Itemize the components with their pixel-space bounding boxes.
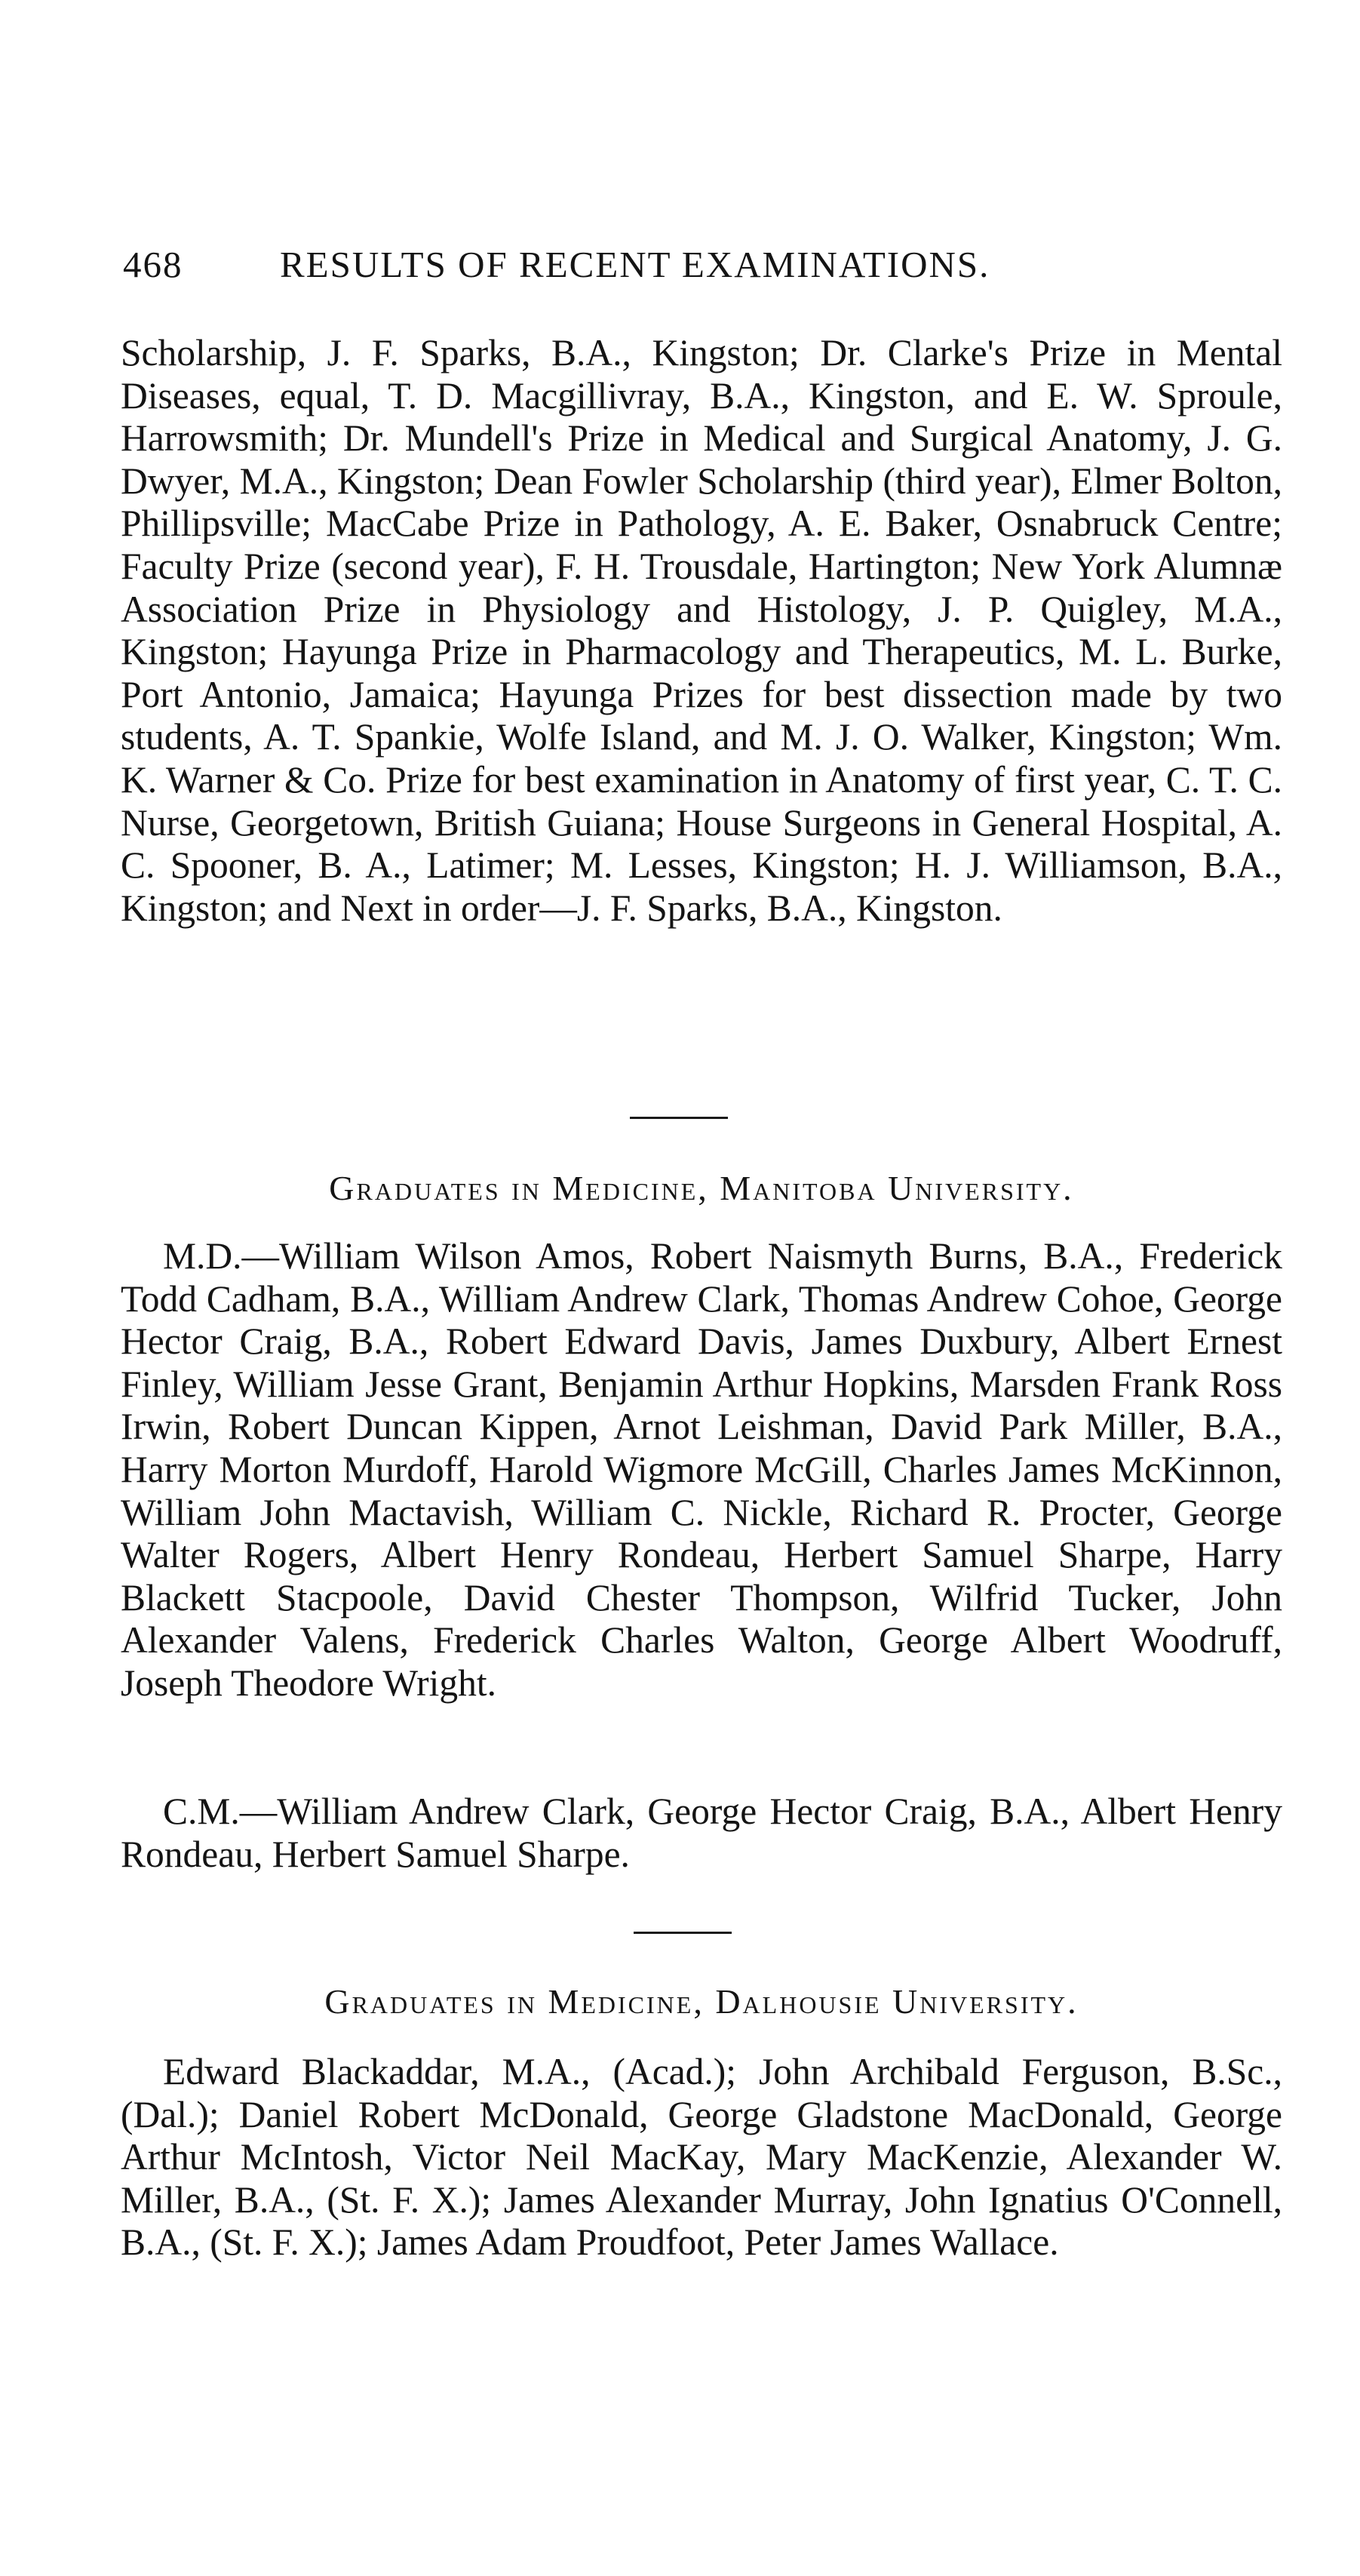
manitoba-cm-paragraph: C.M.—William Andrew Clark, George Hector Craig, B.A., Albert Henry Rondeau, Herbert Samuel Sharpe. <box>121 1791 1282 1875</box>
running-title: RESULTS OF RECENT EXAMINATIONS. <box>280 244 990 285</box>
prizes-paragraph: Scholarship, J. F. Sparks, B.A., Kingston; Dr. Clarke's Prize in Mental Diseases, equal, T. D. Macgillivray, B.A., Kingston, and E. W. Sproule, Harrowsmith; Dr. Mundell's Prize in Medical and Surgical Anatomy, J. G. Dwyer, M.A., Kingston; Dean Fowler Scholarship (third year), Elmer Bolton, Phillipsville; MacCabe Prize in Pathology, A. E. Baker, Osnabruck Centre; Faculty Prize (second year), F. H. Trousdale, Hartington; New York Alumnæ Association Prize in Physiology and Histology, J. P. Quigley, M.A., Kingston; Hayunga Prize in Pharmacology and Therapeutics, M. L. Burke, Port Antonio, Jamaica; Hayunga Prizes for best dissection made by two students, A. T. Spankie, Wolfe Island, and M. J. O. Walker, Kingston; Wm. K. Warner & Co. Prize for best examination in Anatomy of first year, C. T. C. Nurse, Georgetown, British Guiana; House Surgeons in General Hospital, A. C. Spooner, B. A., Latimer; M. Lesses, Kingston; H. J. Williamson, B.A., Kingston; and Next in order—J. F. Sparks, B.A., Kingston. <box>121 332 1282 929</box>
manitoba-heading: Graduates in Medicine, Manitoba University. <box>329 1169 1074 1207</box>
manitoba-md-paragraph: M.D.—William Wilson Amos, Robert Naismyth Burns, B.A., Frederick Todd Cadham, B.A., William Andrew Clark, Thomas Andrew Cohoe, George Hector Craig, B.A., Robert Edward Davis, James Duxbury, Albert Ernest Finley, William Jesse Grant, Benjamin Arthur Hopkins, Marsden Frank Ross Irwin, Robert Duncan Kippen, Arnot Leishman, David Park Miller, B.A., Harry Morton Murdoff, Harold Wigmore McGill, Charles James McKinnon, William John Mactavish, William C. Nickle, Richard R. Procter, George Walter Rogers, Albert Henry Rondeau, Herbert Samuel Sharpe, Harry Blackett Stacpoole, David Chester Thompson, Wilfrid Tucker, John Alexander Valens, Frederick Charles Walton, George Albert Woodruff, Joseph Theodore Wright. <box>121 1235 1282 1704</box>
dalhousie-paragraph: Edward Blackaddar, M.A., (Acad.); John Archibald Ferguson, B.Sc., (Dal.); Daniel Robert McDonald, George Gladstone MacDonald, George Arthur McIntosh, Victor Neil MacKay, Mary MacKenzie, Alexander W. Miller, B.A., (St. F. X.); James Alexander Murray, John Ignatius O'Connell, B.A., (St. F. X.); James Adam Proudfoot, Peter James Wallace. <box>121 2051 1282 2264</box>
running-header <box>123 243 1285 296</box>
section-divider <box>630 1117 728 1119</box>
section-divider <box>634 1932 732 1934</box>
dalhousie-heading: Graduates in Medicine, Dalhousie University. <box>324 1982 1079 2021</box>
page-number: 468 <box>123 244 183 285</box>
